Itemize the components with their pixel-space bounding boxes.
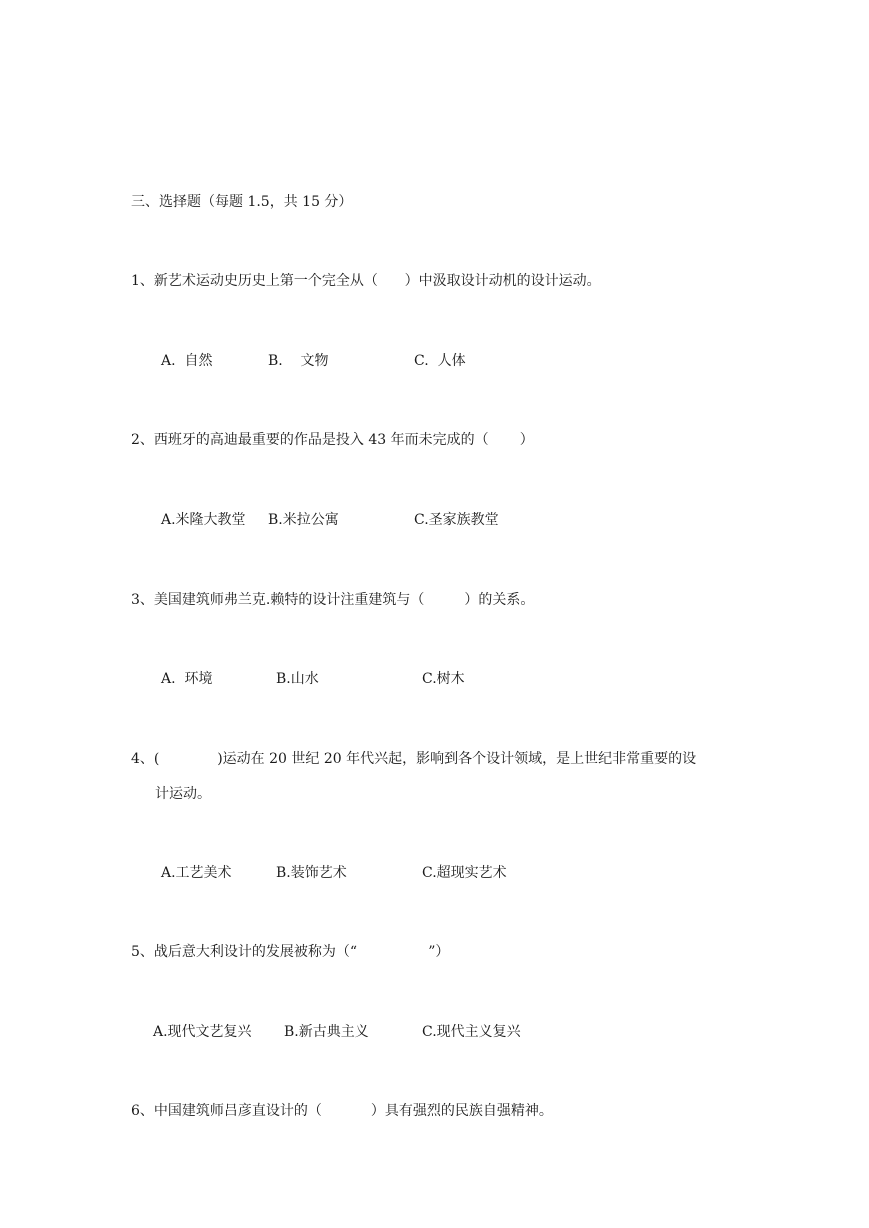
section-title: 三、选择题（每题 1.5，共 15 分） <box>131 194 353 210</box>
question-1-option-c: C. 人体 <box>414 353 466 369</box>
question-5-text: 5、战后意大利设计的发展被称为（“ ”） <box>131 944 450 960</box>
question-2-option-a: A.米隆大教堂 <box>161 512 246 528</box>
question-2-text: 2、西班牙的高迪最重要的作品是投入 43 年而未完成的（ ） <box>131 432 534 448</box>
question-5-option-b: B.新古典主义 <box>284 1024 369 1040</box>
question-4-text: 4、( )运动在 20 世纪 20 年代兴起，影响到各个设计领域，是上世纪非常重要的设 <box>131 751 697 767</box>
question-3-option-c: C.树木 <box>422 671 465 687</box>
question-2-option-c: C.圣家族教堂 <box>414 512 499 528</box>
question-4-option-a: A.工艺美术 <box>161 865 232 881</box>
question-5-option-c: C.现代主义复兴 <box>422 1024 521 1040</box>
question-3-option-b: B.山水 <box>276 671 319 687</box>
question-1-text: 1、新艺术运动史历史上第一个完全从（ ）中汲取设计动机的设计运动。 <box>131 273 601 289</box>
question-4-option-b: B.装饰艺术 <box>276 865 347 881</box>
question-3-option-a: A. 环境 <box>161 671 213 687</box>
question-5-option-a: A.现代文艺复兴 <box>153 1024 252 1040</box>
question-2-option-b: B.米拉公寓 <box>268 512 339 528</box>
question-4-text-continued: 计运动。 <box>155 786 211 802</box>
question-1-option-a: A. 自然 <box>161 353 213 369</box>
question-3-text: 3、美国建筑师弗兰克.赖特的设计注重建筑与（ ）的关系。 <box>131 592 535 608</box>
question-4-option-c: C.超现实艺术 <box>422 865 507 881</box>
question-1-option-b: B. 文物 <box>268 353 329 369</box>
question-6-text: 6、中国建筑师吕彦直设计的（ ）具有强烈的民族自强精神。 <box>131 1103 553 1119</box>
